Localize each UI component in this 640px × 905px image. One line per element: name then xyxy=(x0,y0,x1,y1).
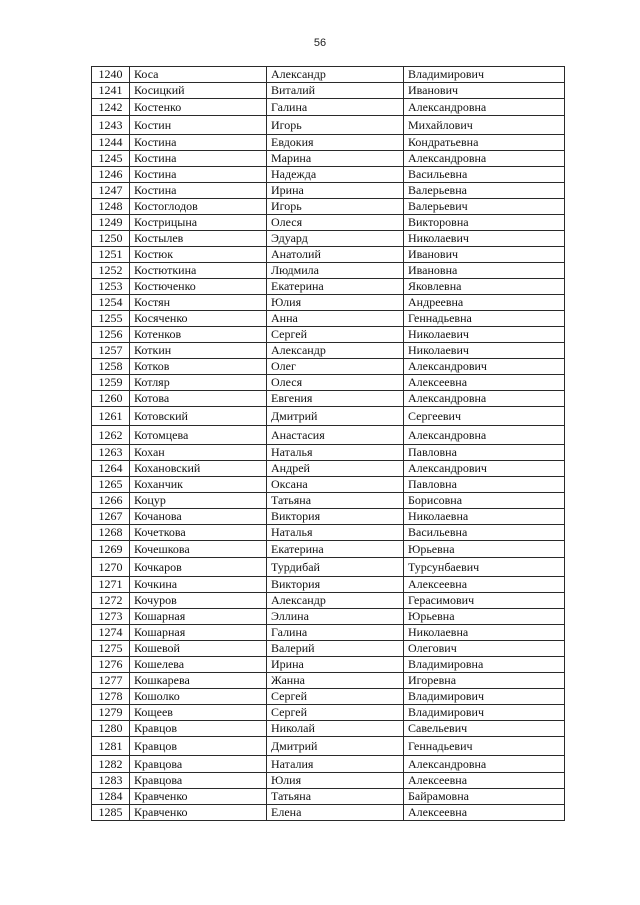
cell-patronymic: Кондратьевна xyxy=(404,135,565,151)
table-row xyxy=(92,295,565,311)
table-row xyxy=(92,375,565,391)
cell-patronymic: Алексеевна xyxy=(404,805,565,821)
cell-first-name: Дмитрий xyxy=(267,737,404,756)
cell-last-name: Костина xyxy=(130,183,267,199)
cell-patronymic: Ивановна xyxy=(404,263,565,279)
cell-patronymic: Юрьевна xyxy=(404,609,565,625)
cell-first-name: Евгения xyxy=(267,391,404,407)
cell-patronymic: Сергеевич xyxy=(404,407,565,426)
cell-row-number: 1243 xyxy=(92,116,130,135)
cell-patronymic: Павловна xyxy=(404,445,565,461)
cell-patronymic: Игоревна xyxy=(404,673,565,689)
cell-last-name: Костылев xyxy=(130,231,267,247)
cell-last-name: Кошелева xyxy=(130,657,267,673)
table-row xyxy=(92,773,565,789)
table-row xyxy=(92,183,565,199)
cell-first-name: Ирина xyxy=(267,183,404,199)
table-row xyxy=(92,525,565,541)
cell-row-number: 1245 xyxy=(92,151,130,167)
cell-row-number: 1255 xyxy=(92,311,130,327)
roster-table xyxy=(91,66,565,821)
cell-patronymic: Савельевич xyxy=(404,721,565,737)
cell-patronymic: Николаевна xyxy=(404,625,565,641)
cell-last-name: Коса xyxy=(130,67,267,83)
table-row xyxy=(92,577,565,593)
cell-patronymic: Викторовна xyxy=(404,215,565,231)
cell-patronymic: Юрьевна xyxy=(404,541,565,558)
cell-row-number: 1266 xyxy=(92,493,130,509)
cell-patronymic: Иванович xyxy=(404,247,565,263)
cell-row-number: 1258 xyxy=(92,359,130,375)
cell-row-number: 1268 xyxy=(92,525,130,541)
cell-first-name: Юлия xyxy=(267,295,404,311)
cell-patronymic: Борисовна xyxy=(404,493,565,509)
cell-row-number: 1280 xyxy=(92,721,130,737)
cell-row-number: 1281 xyxy=(92,737,130,756)
cell-patronymic: Александровна xyxy=(404,151,565,167)
cell-first-name: Людмила xyxy=(267,263,404,279)
cell-row-number: 1262 xyxy=(92,426,130,445)
table-row xyxy=(92,83,565,99)
cell-last-name: Костенко xyxy=(130,99,267,116)
cell-patronymic: Иванович xyxy=(404,83,565,99)
cell-first-name: Игорь xyxy=(267,116,404,135)
cell-last-name: Кошарная xyxy=(130,625,267,641)
cell-patronymic: Александрович xyxy=(404,359,565,375)
cell-first-name: Виктория xyxy=(267,509,404,525)
table-row xyxy=(92,805,565,821)
cell-last-name: Кочешкова xyxy=(130,541,267,558)
cell-last-name: Котенков xyxy=(130,327,267,343)
cell-row-number: 1249 xyxy=(92,215,130,231)
table-row xyxy=(92,279,565,295)
table-row xyxy=(92,721,565,737)
cell-last-name: Кошарная xyxy=(130,609,267,625)
cell-last-name: Костин xyxy=(130,116,267,135)
cell-last-name: Кошевой xyxy=(130,641,267,657)
cell-patronymic: Александровна xyxy=(404,391,565,407)
cell-first-name: Эллина xyxy=(267,609,404,625)
cell-row-number: 1271 xyxy=(92,577,130,593)
cell-last-name: Коханчик xyxy=(130,477,267,493)
cell-first-name: Анатолий xyxy=(267,247,404,263)
cell-row-number: 1241 xyxy=(92,83,130,99)
cell-first-name: Александр xyxy=(267,67,404,83)
cell-patronymic: Владимировна xyxy=(404,657,565,673)
cell-patronymic: Николаевич xyxy=(404,231,565,247)
cell-patronymic: Михайлович xyxy=(404,116,565,135)
cell-first-name: Сергей xyxy=(267,327,404,343)
cell-first-name: Марина xyxy=(267,151,404,167)
cell-first-name: Виктория xyxy=(267,577,404,593)
table-row xyxy=(92,247,565,263)
cell-first-name: Дмитрий xyxy=(267,407,404,426)
cell-first-name: Екатерина xyxy=(267,279,404,295)
cell-patronymic: Геннадьевна xyxy=(404,311,565,327)
cell-row-number: 1272 xyxy=(92,593,130,609)
cell-row-number: 1285 xyxy=(92,805,130,821)
table-row xyxy=(92,426,565,445)
cell-row-number: 1279 xyxy=(92,705,130,721)
cell-patronymic: Владимирович xyxy=(404,689,565,705)
table-row xyxy=(92,641,565,657)
cell-first-name: Оксана xyxy=(267,477,404,493)
cell-row-number: 1284 xyxy=(92,789,130,805)
table-row xyxy=(92,135,565,151)
cell-row-number: 1275 xyxy=(92,641,130,657)
table-row xyxy=(92,789,565,805)
table-row xyxy=(92,493,565,509)
table-row xyxy=(92,116,565,135)
cell-row-number: 1264 xyxy=(92,461,130,477)
cell-row-number: 1248 xyxy=(92,199,130,215)
cell-last-name: Костина xyxy=(130,135,267,151)
table-row xyxy=(92,541,565,558)
cell-patronymic: Николаевна xyxy=(404,509,565,525)
cell-patronymic: Алексеевна xyxy=(404,375,565,391)
cell-first-name: Турдибай xyxy=(267,558,404,577)
cell-last-name: Котков xyxy=(130,359,267,375)
table-row xyxy=(92,593,565,609)
table-row xyxy=(92,67,565,83)
cell-row-number: 1260 xyxy=(92,391,130,407)
cell-patronymic: Алексеевна xyxy=(404,773,565,789)
cell-patronymic: Павловна xyxy=(404,477,565,493)
cell-patronymic: Васильевна xyxy=(404,167,565,183)
cell-first-name: Олеся xyxy=(267,375,404,391)
table-row xyxy=(92,609,565,625)
table-row xyxy=(92,391,565,407)
cell-row-number: 1282 xyxy=(92,756,130,773)
cell-first-name: Татьяна xyxy=(267,789,404,805)
cell-first-name: Наталья xyxy=(267,445,404,461)
cell-row-number: 1261 xyxy=(92,407,130,426)
table-row xyxy=(92,689,565,705)
cell-last-name: Кочеткова xyxy=(130,525,267,541)
cell-first-name: Надежда xyxy=(267,167,404,183)
cell-first-name: Галина xyxy=(267,99,404,116)
cell-last-name: Коцур xyxy=(130,493,267,509)
cell-first-name: Игорь xyxy=(267,199,404,215)
cell-patronymic: Байрамовна xyxy=(404,789,565,805)
cell-first-name: Сергей xyxy=(267,705,404,721)
cell-first-name: Екатерина xyxy=(267,541,404,558)
cell-row-number: 1251 xyxy=(92,247,130,263)
cell-last-name: Костюченко xyxy=(130,279,267,295)
cell-row-number: 1246 xyxy=(92,167,130,183)
cell-last-name: Котляр xyxy=(130,375,267,391)
cell-first-name: Андрей xyxy=(267,461,404,477)
table-row xyxy=(92,231,565,247)
cell-first-name: Валерий xyxy=(267,641,404,657)
cell-first-name: Александр xyxy=(267,593,404,609)
table-row xyxy=(92,359,565,375)
cell-row-number: 1257 xyxy=(92,343,130,359)
cell-row-number: 1259 xyxy=(92,375,130,391)
cell-last-name: Костюткина xyxy=(130,263,267,279)
cell-last-name: Кошкарева xyxy=(130,673,267,689)
cell-last-name: Кравцов xyxy=(130,721,267,737)
table-row xyxy=(92,199,565,215)
cell-patronymic: Александровна xyxy=(404,99,565,116)
cell-first-name: Анна xyxy=(267,311,404,327)
cell-row-number: 1273 xyxy=(92,609,130,625)
cell-last-name: Костина xyxy=(130,151,267,167)
cell-first-name: Олеся xyxy=(267,215,404,231)
table-row xyxy=(92,311,565,327)
cell-patronymic: Владимирович xyxy=(404,705,565,721)
cell-patronymic: Николаевич xyxy=(404,327,565,343)
cell-first-name: Виталий xyxy=(267,83,404,99)
cell-row-number: 1244 xyxy=(92,135,130,151)
cell-patronymic: Валерьевич xyxy=(404,199,565,215)
cell-first-name: Галина xyxy=(267,625,404,641)
cell-row-number: 1278 xyxy=(92,689,130,705)
cell-last-name: Котомцева xyxy=(130,426,267,445)
cell-last-name: Костоглодов xyxy=(130,199,267,215)
table-row xyxy=(92,215,565,231)
table-row xyxy=(92,509,565,525)
cell-first-name: Жанна xyxy=(267,673,404,689)
cell-last-name: Кочуров xyxy=(130,593,267,609)
cell-patronymic: Александрович xyxy=(404,461,565,477)
cell-row-number: 1254 xyxy=(92,295,130,311)
table-row xyxy=(92,756,565,773)
cell-first-name: Сергей xyxy=(267,689,404,705)
cell-row-number: 1240 xyxy=(92,67,130,83)
cell-last-name: Костюк xyxy=(130,247,267,263)
table-row xyxy=(92,407,565,426)
table-row xyxy=(92,343,565,359)
cell-patronymic: Турсунбаевич xyxy=(404,558,565,577)
cell-last-name: Кочкина xyxy=(130,577,267,593)
cell-patronymic: Геннадьевич xyxy=(404,737,565,756)
cell-row-number: 1274 xyxy=(92,625,130,641)
table-row xyxy=(92,327,565,343)
cell-patronymic: Александровна xyxy=(404,756,565,773)
table-row xyxy=(92,99,565,116)
cell-row-number: 1277 xyxy=(92,673,130,689)
cell-patronymic: Александровна xyxy=(404,426,565,445)
cell-last-name: Кравченко xyxy=(130,789,267,805)
cell-first-name: Александр xyxy=(267,343,404,359)
cell-row-number: 1242 xyxy=(92,99,130,116)
cell-last-name: Кравцова xyxy=(130,773,267,789)
cell-last-name: Котовский xyxy=(130,407,267,426)
cell-last-name: Кочанова xyxy=(130,509,267,525)
cell-last-name: Кострицына xyxy=(130,215,267,231)
cell-row-number: 1252 xyxy=(92,263,130,279)
page-number: 56 xyxy=(313,37,327,49)
cell-first-name: Наталья xyxy=(267,525,404,541)
cell-row-number: 1263 xyxy=(92,445,130,461)
table-row xyxy=(92,737,565,756)
cell-last-name: Кравцов xyxy=(130,737,267,756)
cell-row-number: 1253 xyxy=(92,279,130,295)
cell-last-name: Кохан xyxy=(130,445,267,461)
cell-first-name: Татьяна xyxy=(267,493,404,509)
table-row xyxy=(92,657,565,673)
cell-last-name: Кочкаров xyxy=(130,558,267,577)
cell-patronymic: Алексеевна xyxy=(404,577,565,593)
roster-table-body xyxy=(92,67,565,821)
cell-first-name: Евдокия xyxy=(267,135,404,151)
cell-first-name: Наталия xyxy=(267,756,404,773)
cell-last-name: Косяченко xyxy=(130,311,267,327)
table-row xyxy=(92,558,565,577)
cell-patronymic: Николаевич xyxy=(404,343,565,359)
table-row xyxy=(92,673,565,689)
cell-row-number: 1276 xyxy=(92,657,130,673)
cell-last-name: Коткин xyxy=(130,343,267,359)
cell-last-name: Кравцова xyxy=(130,756,267,773)
cell-first-name: Эдуард xyxy=(267,231,404,247)
cell-patronymic: Яковлевна xyxy=(404,279,565,295)
cell-last-name: Косицкий xyxy=(130,83,267,99)
table-row xyxy=(92,167,565,183)
cell-patronymic: Валерьевна xyxy=(404,183,565,199)
cell-patronymic: Владимирович xyxy=(404,67,565,83)
cell-first-name: Николай xyxy=(267,721,404,737)
cell-last-name: Костина xyxy=(130,167,267,183)
cell-row-number: 1269 xyxy=(92,541,130,558)
cell-patronymic: Герасимович xyxy=(404,593,565,609)
cell-last-name: Котова xyxy=(130,391,267,407)
cell-row-number: 1265 xyxy=(92,477,130,493)
cell-patronymic: Васильевна xyxy=(404,525,565,541)
table-row xyxy=(92,151,565,167)
cell-row-number: 1247 xyxy=(92,183,130,199)
table-row xyxy=(92,477,565,493)
cell-first-name: Анастасия xyxy=(267,426,404,445)
cell-row-number: 1256 xyxy=(92,327,130,343)
cell-last-name: Кравченко xyxy=(130,805,267,821)
cell-last-name: Костян xyxy=(130,295,267,311)
table-row xyxy=(92,625,565,641)
cell-first-name: Олег xyxy=(267,359,404,375)
cell-row-number: 1283 xyxy=(92,773,130,789)
cell-row-number: 1270 xyxy=(92,558,130,577)
cell-last-name: Кощеев xyxy=(130,705,267,721)
table-row xyxy=(92,445,565,461)
cell-first-name: Юлия xyxy=(267,773,404,789)
table-row xyxy=(92,263,565,279)
cell-patronymic: Олегович xyxy=(404,641,565,657)
cell-first-name: Елена xyxy=(267,805,404,821)
cell-first-name: Ирина xyxy=(267,657,404,673)
cell-row-number: 1267 xyxy=(92,509,130,525)
cell-patronymic: Андреевна xyxy=(404,295,565,311)
table-row xyxy=(92,461,565,477)
cell-last-name: Кохановский xyxy=(130,461,267,477)
cell-row-number: 1250 xyxy=(92,231,130,247)
cell-last-name: Кошолко xyxy=(130,689,267,705)
table-row xyxy=(92,705,565,721)
